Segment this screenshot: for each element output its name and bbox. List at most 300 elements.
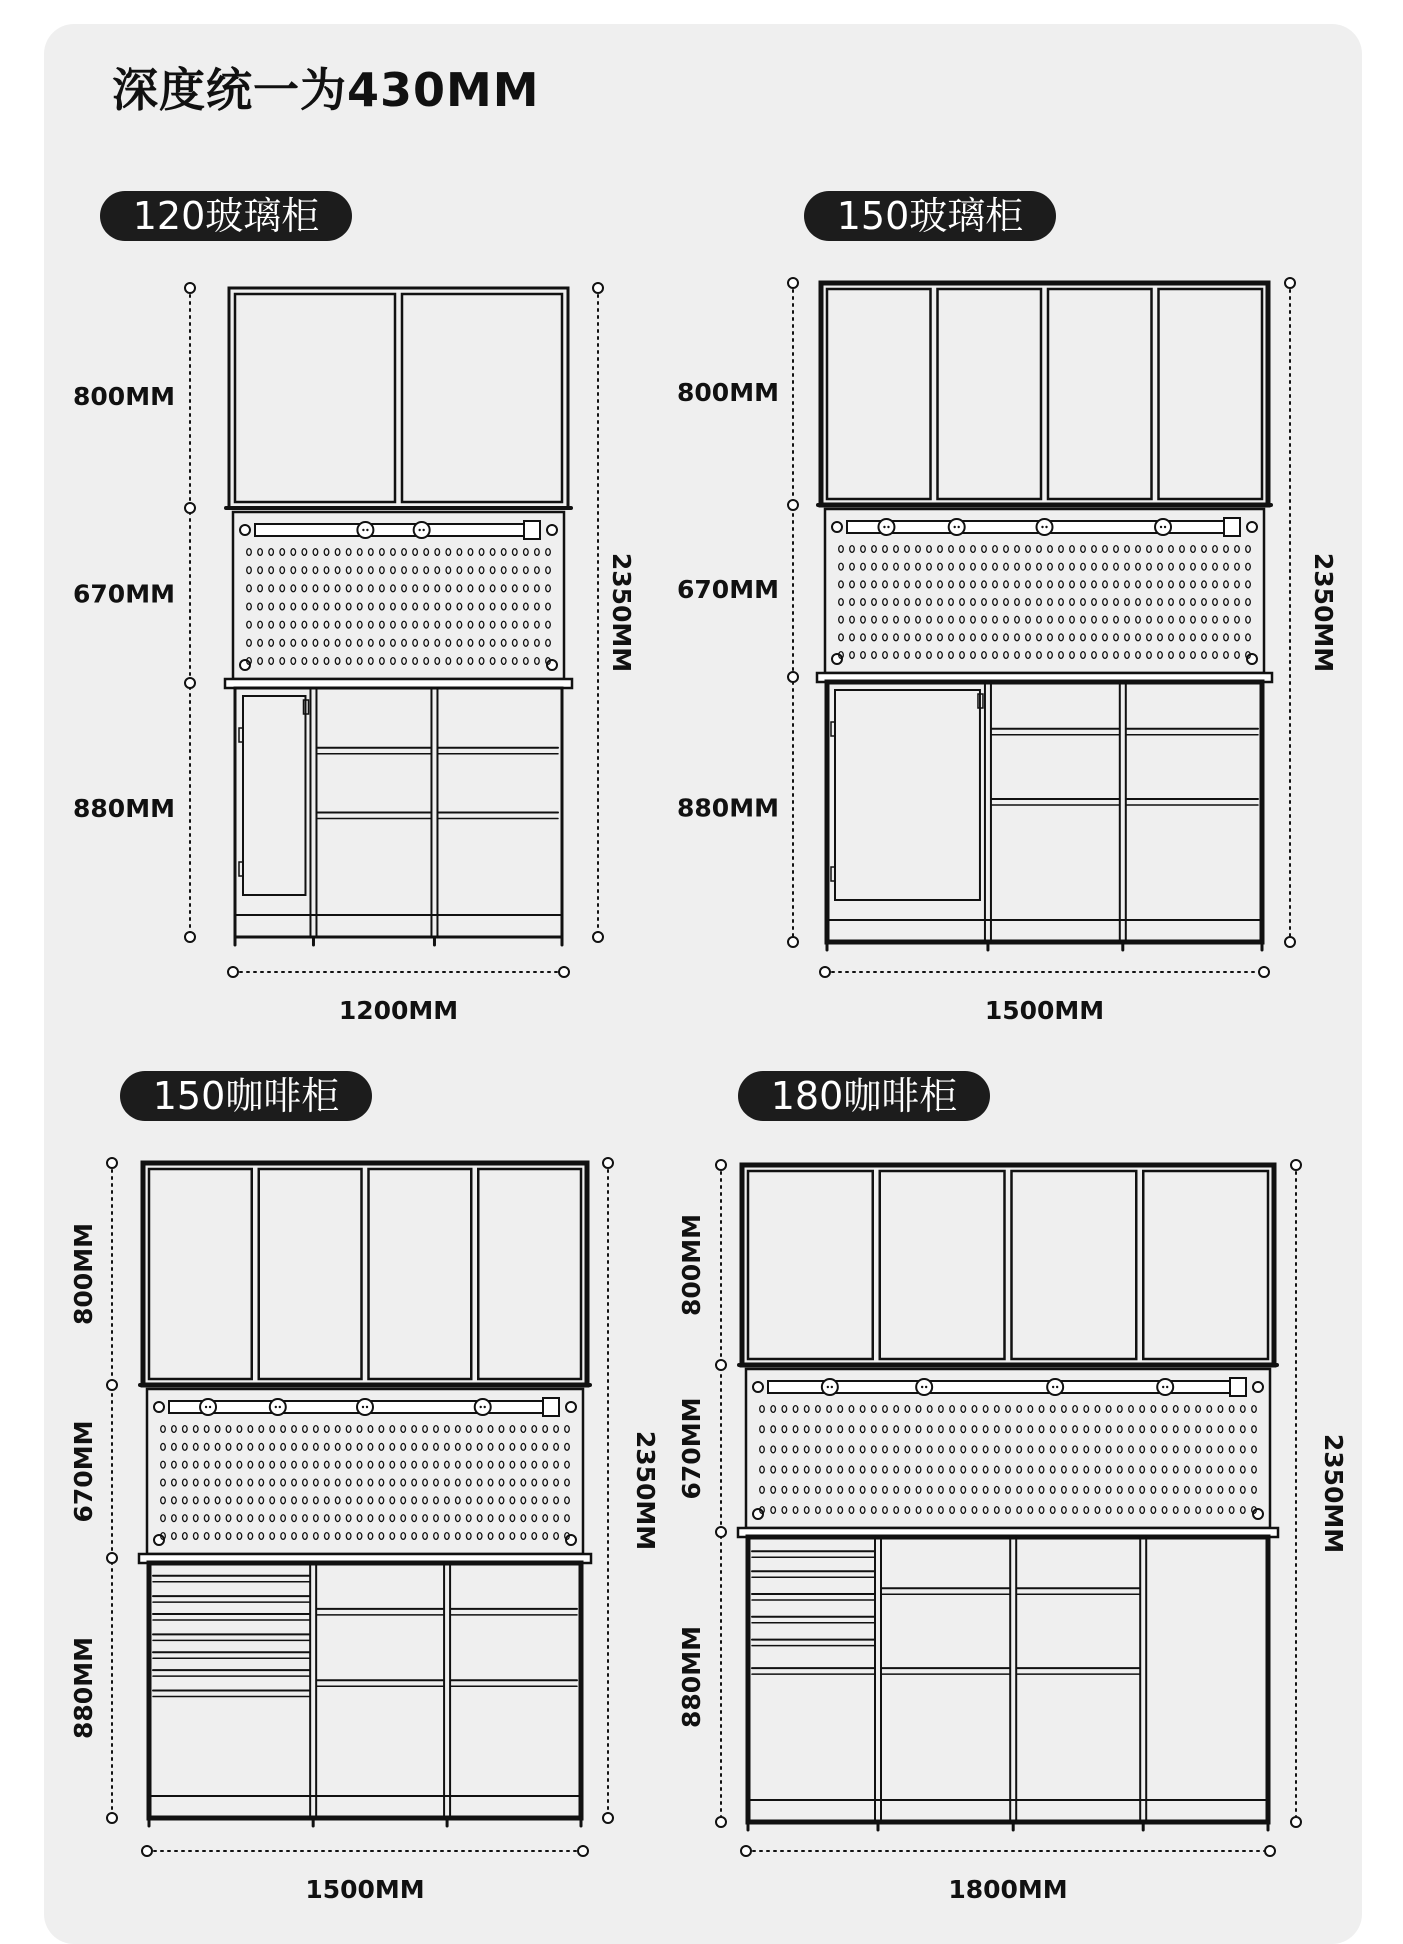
peg-hole <box>1125 581 1130 588</box>
peg-hole <box>468 658 473 665</box>
width-label: 1500MM <box>305 1875 425 1904</box>
peg-hole <box>771 1426 776 1433</box>
peg-hole <box>1092 634 1097 641</box>
dimension-end-dot <box>107 1380 117 1390</box>
peg-hole <box>477 1426 482 1433</box>
peg-hole <box>1202 563 1207 570</box>
peg-hole <box>226 1515 231 1522</box>
peg-hole <box>872 599 877 606</box>
peg-hole <box>499 1461 504 1468</box>
peg-hole <box>1028 1486 1033 1493</box>
peg-hole <box>324 1443 329 1450</box>
peg-hole <box>1103 563 1108 570</box>
peg-hole <box>324 1497 329 1504</box>
peg-hole <box>816 1406 821 1413</box>
peg-hole <box>521 1479 526 1486</box>
socket-pin <box>883 526 885 528</box>
peg-hole <box>565 1461 570 1468</box>
dimension-end-dot <box>603 1813 613 1823</box>
peg-hole <box>1147 599 1152 606</box>
peg-hole <box>1213 581 1218 588</box>
peg-hole <box>1224 634 1229 641</box>
peg-hole <box>423 1461 428 1468</box>
peg-hole <box>1191 581 1196 588</box>
width-label: 1500MM <box>984 996 1105 1025</box>
peg-hole <box>1026 652 1031 659</box>
peg-hole <box>172 1533 177 1540</box>
peg-hole <box>1136 652 1141 659</box>
peg-hole <box>782 1406 787 1413</box>
peg-hole <box>413 658 418 665</box>
peg-hole <box>1169 616 1174 623</box>
peg-hole <box>488 1515 493 1522</box>
peg-hole <box>771 1406 776 1413</box>
peg-hole <box>804 1446 809 1453</box>
peg-hole <box>543 1533 548 1540</box>
peg-hole <box>838 1406 843 1413</box>
peg-hole <box>993 616 998 623</box>
peg-hole <box>1246 616 1251 623</box>
peg-hole <box>827 1426 832 1433</box>
peg-hole <box>445 1533 450 1540</box>
peg-hole <box>456 1461 461 1468</box>
peg-hole <box>1073 1507 1078 1514</box>
peg-hole <box>850 546 855 553</box>
peg-hole <box>402 567 407 574</box>
dimension-end-dot <box>1285 278 1295 288</box>
peg-hole <box>466 1461 471 1468</box>
peg-hole <box>1050 1507 1055 1514</box>
peg-hole <box>1092 546 1097 553</box>
middle-height-label: 670MM <box>677 1397 706 1500</box>
peg-hole <box>357 1497 362 1504</box>
peg-hole <box>346 1533 351 1540</box>
peg-hole <box>1151 1446 1156 1453</box>
peg-hole <box>1246 581 1251 588</box>
peg-hole <box>950 1507 955 1514</box>
peg-hole <box>1062 1507 1067 1514</box>
peg-hole <box>543 1461 548 1468</box>
door-hinge <box>831 867 835 881</box>
peg-hole <box>1095 1466 1100 1473</box>
peg-hole <box>391 549 396 556</box>
peg-hole <box>916 1406 921 1413</box>
peg-hole <box>446 621 451 628</box>
peg-hole <box>760 1406 765 1413</box>
peg-hole <box>961 1446 966 1453</box>
peg-hole <box>1224 599 1229 606</box>
peg-hole <box>861 599 866 606</box>
peg-hole <box>380 658 385 665</box>
peg-hole <box>1037 599 1042 606</box>
socket-1 <box>357 522 373 538</box>
peg-hole <box>1207 1426 1212 1433</box>
peg-hole <box>983 1406 988 1413</box>
peg-hole <box>1059 652 1064 659</box>
peg-hole <box>1125 599 1130 606</box>
peg-hole <box>1136 563 1141 570</box>
peg-hole <box>324 658 329 665</box>
peg-hole <box>291 585 296 592</box>
peg-hole <box>1224 616 1229 623</box>
peg-hole <box>1081 563 1086 570</box>
peg-hole <box>1129 1486 1134 1493</box>
peg-hole <box>346 549 351 556</box>
peg-hole <box>1106 1507 1111 1514</box>
dimension-end-dot <box>1265 1846 1275 1856</box>
upper-cabinet-frame <box>821 283 1268 505</box>
peg-hole <box>1202 634 1207 641</box>
peg-hole <box>927 1486 932 1493</box>
peg-hole <box>894 652 899 659</box>
peg-hole <box>226 1461 231 1468</box>
peg-hole <box>1136 546 1141 553</box>
socket-1 <box>200 1399 216 1415</box>
peg-hole <box>313 585 318 592</box>
peg-hole <box>1229 1466 1234 1473</box>
peg-hole <box>860 1486 865 1493</box>
peg-hole <box>248 1479 253 1486</box>
lower-door <box>835 690 980 900</box>
peg-hole <box>1125 616 1130 623</box>
peg-hole <box>1218 1406 1223 1413</box>
peg-hole <box>434 1497 439 1504</box>
peg-hole <box>161 1497 166 1504</box>
peg-hole <box>949 652 954 659</box>
peg-hole <box>905 546 910 553</box>
peg-hole <box>1136 634 1141 641</box>
peg-hole <box>849 1507 854 1514</box>
peg-hole <box>1048 581 1053 588</box>
screw <box>1253 1382 1263 1392</box>
peg-hole <box>1147 546 1152 553</box>
peg-hole <box>894 616 899 623</box>
peg-hole <box>816 1426 821 1433</box>
peg-hole <box>1070 546 1075 553</box>
socket-pin <box>484 1406 486 1408</box>
peg-hole <box>1191 546 1196 553</box>
peg-hole <box>1004 616 1009 623</box>
peg-hole <box>501 585 506 592</box>
peg-hole <box>916 1507 921 1514</box>
peg-hole <box>435 603 440 610</box>
peg-hole <box>258 639 263 646</box>
peg-hole <box>839 546 844 553</box>
peg-hole <box>982 599 987 606</box>
peg-hole <box>1158 634 1163 641</box>
peg-hole <box>402 603 407 610</box>
peg-hole <box>524 621 529 628</box>
peg-hole <box>782 1507 787 1514</box>
peg-hole <box>368 1479 373 1486</box>
peg-hole <box>456 1533 461 1540</box>
peg-hole <box>849 1486 854 1493</box>
peg-hole <box>435 621 440 628</box>
switch-box <box>1224 518 1240 536</box>
peg-hole <box>938 652 943 659</box>
peg-hole <box>872 1507 877 1514</box>
peg-hole <box>861 563 866 570</box>
peg-hole <box>850 599 855 606</box>
peg-hole <box>390 1443 395 1450</box>
socket-pin <box>418 529 420 531</box>
peg-hole <box>466 1426 471 1433</box>
peg-hole <box>172 1479 177 1486</box>
peg-hole <box>1106 1486 1111 1493</box>
peg-hole <box>916 599 921 606</box>
peg-hole <box>1059 599 1064 606</box>
peg-hole <box>259 1461 264 1468</box>
glass-door-4 <box>1143 1171 1268 1359</box>
peg-hole <box>368 1443 373 1450</box>
peg-hole <box>434 1533 439 1540</box>
peg-hole <box>1004 634 1009 641</box>
peg-hole <box>1224 652 1229 659</box>
peg-hole <box>949 563 954 570</box>
peg-hole <box>215 1533 220 1540</box>
peg-hole <box>457 603 462 610</box>
upper-cabinet-frame <box>229 288 568 508</box>
cabinet-150-coffee <box>69 1158 660 1904</box>
peg-hole <box>1162 1466 1167 1473</box>
peg-hole <box>982 652 987 659</box>
peg-hole <box>1114 546 1119 553</box>
peg-hole <box>226 1479 231 1486</box>
peg-hole <box>280 603 285 610</box>
peg-hole <box>995 1426 1000 1433</box>
glass-door-1 <box>748 1171 873 1359</box>
socket-pin <box>831 1386 833 1388</box>
peg-hole <box>510 1533 515 1540</box>
peg-hole <box>281 1479 286 1486</box>
peg-hole <box>971 563 976 570</box>
peg-hole <box>524 639 529 646</box>
peg-hole <box>380 639 385 646</box>
peg-hole <box>1095 1446 1100 1453</box>
peg-hole <box>446 585 451 592</box>
peg-hole <box>346 567 351 574</box>
peg-hole <box>402 639 407 646</box>
socket-pin <box>1045 526 1047 528</box>
peg-hole <box>939 1426 944 1433</box>
peg-hole <box>270 1497 275 1504</box>
peg-hole <box>872 634 877 641</box>
peg-hole <box>479 603 484 610</box>
lower-cabinet-frame <box>748 1537 1268 1822</box>
peg-hole <box>435 639 440 646</box>
peg-hole <box>993 581 998 588</box>
dimension-end-dot <box>1259 967 1269 977</box>
peg-hole <box>259 1426 264 1433</box>
peg-hole <box>872 1406 877 1413</box>
peg-hole <box>324 621 329 628</box>
peg-hole <box>565 1497 570 1504</box>
peg-hole <box>927 652 932 659</box>
peg-hole <box>1180 652 1185 659</box>
peg-hole <box>490 585 495 592</box>
peg-hole <box>259 1479 264 1486</box>
peg-hole <box>1207 1486 1212 1493</box>
peg-hole <box>1103 616 1108 623</box>
peg-hole <box>1136 599 1141 606</box>
peg-hole <box>390 1533 395 1540</box>
middle-height-label: 670MM <box>73 579 175 609</box>
peg-hole <box>313 639 318 646</box>
peg-hole <box>982 616 987 623</box>
peg-hole <box>401 1426 406 1433</box>
peg-hole <box>839 563 844 570</box>
peg-hole <box>565 1426 570 1433</box>
peg-hole <box>1169 563 1174 570</box>
switch-box <box>1230 1378 1246 1396</box>
peg-hole <box>861 616 866 623</box>
peg-hole <box>543 1497 548 1504</box>
peg-hole <box>972 1426 977 1433</box>
peg-hole <box>161 1426 166 1433</box>
socket-pin <box>362 1406 364 1408</box>
peg-hole <box>270 1461 275 1468</box>
peg-hole <box>535 639 540 646</box>
peg-hole <box>1173 1507 1178 1514</box>
peg-hole <box>1059 546 1064 553</box>
peg-hole <box>1207 1446 1212 1453</box>
peg-hole <box>435 549 440 556</box>
peg-hole <box>247 549 252 556</box>
peg-hole <box>927 546 932 553</box>
peg-hole <box>270 1533 275 1540</box>
peg-hole <box>861 546 866 553</box>
peg-hole <box>1084 1446 1089 1453</box>
peg-hole <box>1213 546 1218 553</box>
peg-hole <box>1207 1466 1212 1473</box>
peg-hole <box>1084 1486 1089 1493</box>
peg-hole <box>490 603 495 610</box>
peg-hole <box>226 1533 231 1540</box>
peg-hole <box>499 1533 504 1540</box>
peg-hole <box>1106 1426 1111 1433</box>
peg-hole <box>1151 1507 1156 1514</box>
peg-hole <box>532 1479 537 1486</box>
peg-hole <box>335 585 340 592</box>
peg-hole <box>1213 599 1218 606</box>
peg-hole <box>269 621 274 628</box>
peg-hole <box>303 1479 308 1486</box>
peg-hole <box>401 1533 406 1540</box>
peg-hole <box>357 1515 362 1522</box>
peg-hole <box>1173 1426 1178 1433</box>
peg-hole <box>446 639 451 646</box>
peg-hole <box>269 549 274 556</box>
peg-hole <box>839 616 844 623</box>
peg-hole <box>1095 1507 1100 1514</box>
peg-hole <box>793 1507 798 1514</box>
dimension-end-dot <box>107 1158 117 1168</box>
socket-pin <box>209 1406 211 1408</box>
peg-hole <box>927 1507 932 1514</box>
peg-hole <box>1202 546 1207 553</box>
peg-hole <box>303 1515 308 1522</box>
peg-hole <box>960 652 965 659</box>
peg-hole <box>423 1515 428 1522</box>
peg-hole <box>446 567 451 574</box>
peg-hole <box>270 1443 275 1450</box>
peg-hole <box>524 567 529 574</box>
peg-hole <box>905 599 910 606</box>
peg-hole <box>413 621 418 628</box>
peg-hole <box>916 616 921 623</box>
peg-hole <box>872 616 877 623</box>
peg-hole <box>1241 1406 1246 1413</box>
peg-hole <box>468 639 473 646</box>
peg-hole <box>1118 1466 1123 1473</box>
peg-hole <box>434 1461 439 1468</box>
peg-hole <box>1017 1466 1022 1473</box>
peg-hole <box>1125 634 1130 641</box>
peg-hole <box>490 567 495 574</box>
peg-hole <box>521 1461 526 1468</box>
peg-hole <box>1092 599 1097 606</box>
peg-hole <box>488 1426 493 1433</box>
peg-hole <box>1241 1507 1246 1514</box>
peg-hole <box>258 549 263 556</box>
lower-height-label: 880MM <box>69 1637 98 1739</box>
peg-hole <box>269 567 274 574</box>
peg-hole <box>248 1533 253 1540</box>
peg-hole <box>193 1533 198 1540</box>
socket-3 <box>1047 1379 1063 1395</box>
socket-pin <box>1164 526 1166 528</box>
peg-hole <box>390 1497 395 1504</box>
peg-hole <box>1026 634 1031 641</box>
peg-hole <box>488 1443 493 1450</box>
peg-hole <box>468 603 473 610</box>
peg-hole <box>1026 563 1031 570</box>
peg-hole <box>445 1426 450 1433</box>
peg-hole <box>456 1497 461 1504</box>
peg-hole <box>771 1446 776 1453</box>
glass-door-3 <box>369 1169 472 1379</box>
peg-hole <box>215 1515 220 1522</box>
peg-hole <box>938 563 943 570</box>
peg-hole <box>1050 1426 1055 1433</box>
peg-hole <box>183 1497 188 1504</box>
peg-hole <box>938 546 943 553</box>
peg-hole <box>524 658 529 665</box>
peg-hole <box>357 621 362 628</box>
peg-hole <box>782 1426 787 1433</box>
peg-hole <box>1129 1426 1134 1433</box>
peg-hole <box>1081 546 1086 553</box>
peg-hole <box>204 1533 209 1540</box>
peg-hole <box>860 1466 865 1473</box>
peg-hole <box>1006 1406 1011 1413</box>
peg-hole <box>927 1426 932 1433</box>
peg-hole <box>1114 616 1119 623</box>
socket-pin <box>362 529 364 531</box>
peg-hole <box>1004 652 1009 659</box>
peg-hole <box>1037 634 1042 641</box>
peg-hole <box>771 1486 776 1493</box>
peg-hole <box>512 567 517 574</box>
glass-door-3 <box>1012 1171 1137 1359</box>
peg-hole <box>247 639 252 646</box>
peg-hole <box>554 1497 559 1504</box>
peg-hole <box>521 1426 526 1433</box>
peg-hole <box>1213 652 1218 659</box>
total-height-label: 2350MM <box>607 552 636 673</box>
peg-hole <box>434 1443 439 1450</box>
peg-hole <box>532 1426 537 1433</box>
